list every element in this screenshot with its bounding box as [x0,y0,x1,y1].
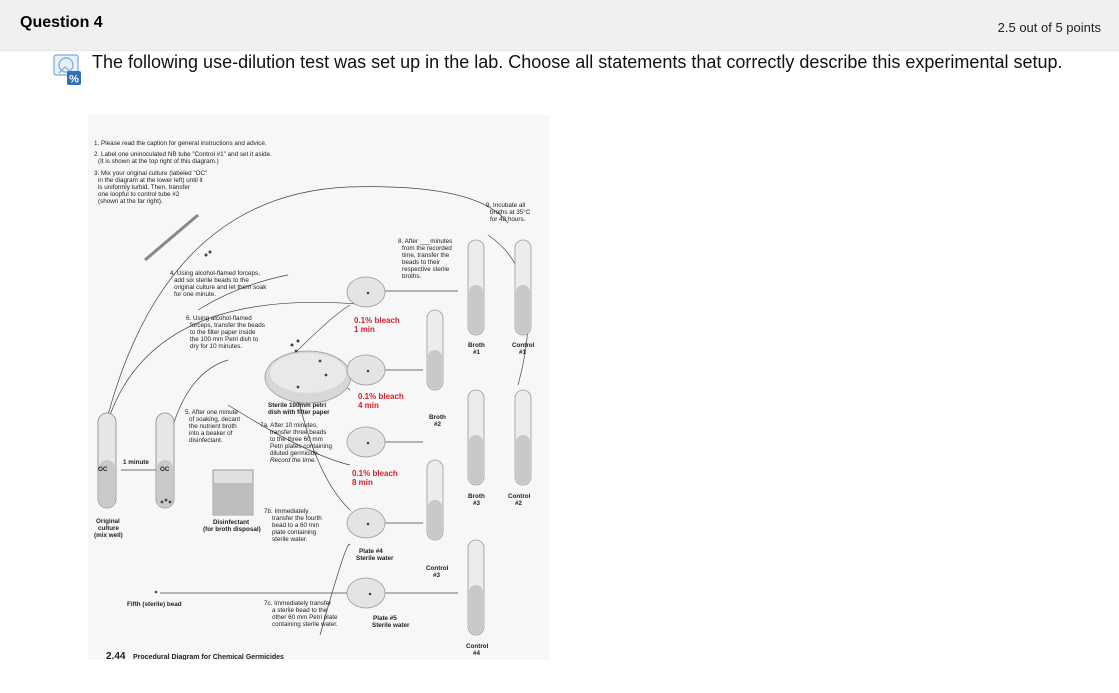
svg-text:Sterile water: Sterile water [372,622,410,629]
svg-text:Record the time.: Record the time. [270,457,317,464]
svg-text:#2: #2 [515,500,523,507]
bleach-8min-label: 0.1% bleach [352,469,398,478]
original-culture-label: Original [96,518,120,525]
question-points: 2.5 out of 5 points [997,20,1101,35]
broth-1-label: Broth [468,342,485,349]
svg-text:plate containing: plate containing [272,529,317,536]
svg-text:to the three 60 mm: to the three 60 mm [270,436,323,443]
svg-text:original culture and let them: original culture and let them soak [174,284,267,291]
svg-text:a sterile bead to the: a sterile bead to the [272,607,328,614]
step-1: 1. Please read the caption for general instructions and advice. [94,140,267,147]
step-7c: 7c. Immediately transfer [264,600,332,607]
svg-text:culture: culture [98,525,119,532]
disinfectant-label: Disinfectant [213,519,250,526]
svg-text:#1: #1 [473,349,481,356]
broth-2-label: Broth [429,414,446,421]
svg-text:time, transfer the: time, transfer the [402,252,450,259]
question-title: Question 4 [20,14,103,31]
petri-label: Sterile 100mm petri [268,402,327,409]
svg-text:for 48 hours.: for 48 hours. [490,216,526,223]
svg-text:to the filter paper inside: to the filter paper inside [190,329,256,336]
svg-text:#3: #3 [473,500,481,507]
svg-text:the 100 mm Petri dish to: the 100 mm Petri dish to [190,336,259,343]
svg-text:transfer the fourth: transfer the fourth [272,515,322,522]
svg-text:for one minute.: for one minute. [174,291,217,298]
control-4-label: Control [466,643,489,650]
svg-text:Sterile water: Sterile water [356,555,394,562]
svg-text:one loopful to control tube #2: one loopful to control tube #2 [98,191,180,198]
svg-text:other 60 mm Petri plate: other 60 mm Petri plate [272,614,338,621]
svg-text:#3: #3 [433,572,441,579]
svg-text:in the diagram at the lower le: in the diagram at the lower left) until it [98,177,203,184]
svg-text:#4: #4 [473,650,481,657]
oc-label: OC [98,466,108,473]
svg-text:beads to their: beads to their [402,259,441,266]
svg-text:dry for 10 minutes.: dry for 10 minutes. [190,343,243,350]
svg-text:forceps, transfer the beads: forceps, transfer the beads [190,322,265,329]
procedural-diagram [88,115,550,660]
svg-text:is uniformly turbid. Then, tra: is uniformly turbid. Then, transfer [98,184,190,191]
svg-text:diluted germicide.: diluted germicide. [270,450,320,457]
step-4: 4. Using alcohol-flamed forceps, [170,270,260,277]
step-8: 8. After ___minutes [398,238,453,245]
figure-caption-number: 2.44 [106,651,126,660]
svg-text:broths at 35°C: broths at 35°C [490,209,531,216]
svg-text:4 min: 4 min [358,401,379,410]
svg-text:8 min: 8 min [352,478,373,487]
bleach-4min-label: 0.1% bleach [358,392,404,401]
svg-text:from the recorded: from the recorded [402,245,452,252]
step-3: 3. Mix your original culture (labeled "OC" [94,170,208,177]
control-1-label: Control [512,342,535,349]
svg-text:containing sterile water.: containing sterile water. [272,621,338,628]
svg-text:(for broth disposal): (for broth disposal) [203,526,261,533]
svg-text:#1: #1 [519,349,527,356]
control-2-label: Control [508,493,531,500]
fifth-bead-label: Fifth (sterile) bead [127,601,182,608]
one-minute-label: 1 minute [123,459,149,466]
svg-text:#2: #2 [434,421,442,428]
step-6: 6. Using alcohol-flamed [186,315,252,322]
svg-text:of soaking, decant: of soaking, decant [189,416,241,423]
svg-text:(shown at the far right).: (shown at the far right). [98,198,163,205]
svg-text:sterile water.: sterile water. [272,536,308,543]
bleach-1min-label: 0.1% bleach [354,316,400,325]
plate-5-label: Plate #5 [373,615,397,622]
svg-text:add six sterile beads to the: add six sterile beads to the [174,277,249,284]
figure-caption: Procedural Diagram for Chemical Germicides [133,654,284,660]
svg-text:into a beaker of: into a beaker of [189,430,233,437]
svg-text:disinfectant.: disinfectant. [189,437,223,444]
svg-text:OC: OC [160,466,170,473]
svg-text:%: % [69,73,79,86]
step-5: 5. After one minute [185,409,238,416]
step-7b: 7b. Immediately [264,508,309,515]
control-3-label: Control [426,565,449,572]
svg-text:broths.: broths. [402,273,422,280]
svg-text:(It is shown at the top right: (It is shown at the top right of this diagram.) [98,158,219,165]
svg-text:(mix well): (mix well) [94,532,123,539]
step-2: 2. Label one uninoculated NB tube "Control #1" and set it aside. [94,151,272,158]
svg-text:dish with filter paper: dish with filter paper [268,409,330,416]
svg-text:transfer three beads: transfer three beads [270,429,327,436]
step-7a: 7a. After 10 minutes, [260,422,318,429]
svg-text:Petri plates containing: Petri plates containing [270,443,332,450]
question-prompt: The following use-dilution test was set up in the lab. Choose all statements that correctly describe this experimental setup. [92,52,1063,72]
image-percent-icon [53,53,85,87]
plate-4-label: Plate #4 [359,548,383,555]
step-9: 9. Incubate all [486,202,526,209]
question-header [0,0,1119,51]
svg-text:1 min: 1 min [354,325,375,334]
broth-3-label: Broth [468,493,485,500]
svg-text:the nutrient broth: the nutrient broth [189,423,237,430]
svg-text:bead to a 60 mm: bead to a 60 mm [272,522,320,529]
svg-text:respective sterile: respective sterile [402,266,450,273]
